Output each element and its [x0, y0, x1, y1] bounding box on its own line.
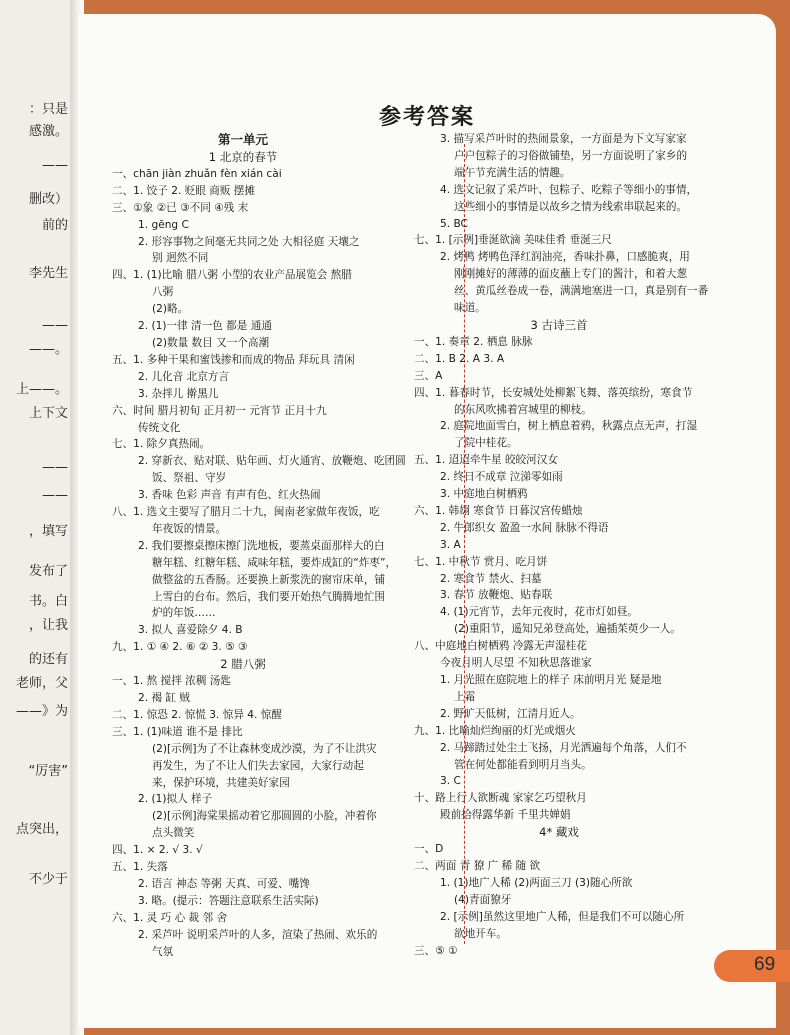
facing-page-text: ，让我	[28, 618, 68, 633]
answer-line: 六、1. 韩翃 寒食节 日暮汉宫传蜡烛	[414, 504, 583, 517]
answer-line: 点头微笑	[152, 827, 195, 840]
facing-page-text: ——	[42, 488, 68, 503]
answer-line: 七、1. [示例]垂涎欲滴 美味佳肴 垂涎三尺	[414, 234, 612, 247]
page-title: 参考答案	[378, 105, 475, 130]
section-heading: 4* 藏戏	[539, 825, 579, 840]
answer-line: 一、chān jiàn zhuǎn fèn xián cài	[112, 167, 282, 180]
answer-line: 2. 穿新衣、贴对联、贴年画、灯火通宵、放鞭炮、吃团圆	[138, 455, 406, 468]
answer-line: 年夜饭的情景。	[152, 522, 227, 535]
answer-line: 糖年糕、红糖年糕、咸味年糕，要炸成缸的“炸枣”，	[152, 556, 397, 569]
answer-line: 2. 语言 神态 等粥 天真、可爱、嘴馋	[138, 877, 310, 890]
answer-line: 四、1. (1)比喻 腊八粥 小型的农业产品展览会 熬腊	[112, 269, 352, 282]
answer-line: (2)[示例]为了不让森林变成沙漠，为了不让洪灾	[152, 742, 377, 755]
answer-line: 上雪白的台布。然后，我们要开始热气腾腾地忙围	[152, 590, 386, 603]
answer-line: 3. 香味 色彩 声音 有声有色、红火热闹	[138, 489, 321, 502]
answer-line: 2. 野旷天低树，江清月近人。	[440, 707, 581, 720]
answer-line: 3. A	[440, 538, 461, 551]
answer-line: 3. 略。(提示：答题注意联系生活实际)	[138, 894, 319, 907]
answer-line: 户户包粽子的习俗做铺垫，另一方面说明了家乡的	[454, 149, 688, 162]
facing-page-text: 不少于	[28, 872, 68, 887]
facing-page-text: 老师，父	[15, 676, 68, 691]
answer-line: 今夜月明人尽望 不知秋思落谁家	[440, 657, 592, 670]
answer-line: 3. 春节 放鞭炮、贴春联	[440, 589, 553, 602]
answer-line: 八、中庭地白树栖鸦 冷露无声湿桂花	[414, 640, 587, 653]
answer-line: 气氛	[152, 945, 174, 958]
left-answer-column	[112, 131, 406, 961]
answer-line: 八粥	[152, 286, 174, 299]
answer-line: 上霜	[454, 690, 476, 703]
answer-line: 一、1. 熬 搅拌 浓稠 汤匙	[112, 675, 231, 688]
page-number: 69	[754, 954, 776, 975]
answer-line: 2. 褐 缸 贼	[138, 692, 190, 704]
answer-line: 3. 中庭地白树栖鸦	[440, 488, 528, 501]
answer-line: 2. 采芦叶 说明采芦叶的人多，渲染了热闹、欢乐的	[138, 928, 378, 941]
answer-line: 2. [示例]虽然这里地广人稀，但是我们不可以随心所	[440, 910, 685, 923]
answer-line: 2. (1)拟人 样子	[138, 793, 213, 806]
facing-page-text: ——	[42, 158, 68, 173]
answer-line: 二、1. 饺子 2. 贬眼 商贩 摆摊	[112, 184, 255, 197]
answer-line: 端午节充满生活的情趣。	[454, 166, 571, 179]
answer-line: 三、A	[414, 369, 443, 382]
answer-line: 1. gēng C	[138, 218, 189, 231]
answer-line: 3. 杂拌儿 擀黑儿	[138, 387, 219, 400]
answer-line: 一、1. 奏章 2. 栖息 脉脉	[414, 335, 533, 348]
answer-line: 九、1. 比喻灿烂绚丽的灯光或烟火	[414, 724, 576, 737]
facing-page-text: 点突出，	[15, 822, 68, 837]
answer-line: 2. 形容事物之间毫无共同之处 大相径庭 天壤之	[138, 235, 360, 248]
answer-line: 5. BC	[440, 217, 468, 230]
answer-line: 五、1. 迢迢牵牛星 皎皎河汉女	[414, 454, 558, 467]
facing-page-text: 前的	[41, 218, 68, 233]
answer-line: 三、1. (1)味道 谁不是 排比	[112, 725, 243, 738]
answer-line: 七、1. 中秋节 赏月、吃月饼	[414, 555, 548, 568]
answer-line: 2. 寒食节 禁火、扫墓	[440, 572, 542, 585]
facing-page-text: 删改）	[28, 192, 68, 207]
answer-line: 3. C	[440, 775, 461, 788]
answer-line: 2. 终日不成章 泣涕零如雨	[440, 471, 563, 484]
answer-line: (2)数量 数目 又一个高潮	[152, 336, 270, 349]
facing-page-text: 上——。	[15, 382, 68, 397]
facing-page-text: 书。白	[28, 594, 68, 609]
answer-line: (2)[示例]海棠果摇动着它那圆圆的小脸，冲着你	[152, 810, 377, 823]
facing-page-text: ——。	[28, 342, 68, 357]
left-page-fragment	[0, 0, 78, 1035]
answer-line: 2. 烤鸭 烤鸭色泽红润油亮，香味扑鼻，口感脆爽，用	[440, 251, 690, 264]
facing-page-text: 感激。	[28, 124, 68, 139]
answer-line: 3. 描写采芦叶时的热闹景象，一方面是为下文写家家	[440, 133, 687, 145]
answer-line: 五、1. 失落	[112, 861, 168, 874]
answer-line: 3. 拟人 喜爱除夕 4. B	[138, 624, 243, 637]
answer-line: 四、1. × 2. √ 3. √	[112, 844, 203, 857]
facing-page-text: ——》为	[15, 704, 68, 719]
answer-line: 的东风吹拂着宫城里的柳枝。	[454, 403, 592, 416]
facing-page-text: 发布了	[28, 564, 68, 579]
answer-line: 丝、黄瓜丝卷成一卷，满满地塞进一口，真是别有一番	[454, 285, 709, 298]
facing-page-text: 的还有	[28, 652, 68, 667]
answer-line: (2)重阳节，遥知兄弟登高处，遍插茱萸少一人。	[454, 623, 681, 636]
answer-line: 再发生，为了不让人们失去家园，大家行动起	[152, 759, 364, 772]
answer-line: 七、1. 除夕真热闹。	[112, 438, 211, 451]
answer-line: 殿前拾得露华新 千里共婵娟	[440, 809, 571, 822]
answer-line: 别 迥然不同	[152, 252, 209, 265]
answer-line: (2)略。	[152, 303, 189, 316]
answer-line: 2. 牛郎织女 盈盈一水间 脉脉不得语	[440, 521, 609, 534]
answer-line: 二、1. B 2. A 3. A	[414, 352, 505, 365]
answer-line: 六、1. 灵 巧 心 裁 邻 舍	[112, 911, 228, 924]
answer-line: 了院中桂花。	[454, 437, 518, 450]
answer-line: 二、两面 青 獠 广 稀 随 欲	[414, 859, 541, 872]
answer-line: 六、时间 腊月初旬 正月初一 元宵节 正月十九	[112, 404, 327, 417]
facing-page-text: ，填写	[28, 524, 68, 539]
answer-line: 五、1. 多种干果和蜜饯掺和而成的物品 拜玩具 清闲	[112, 353, 355, 366]
answer-line: 三、①象 ②已 ③不同 ④残 末	[112, 201, 249, 214]
answer-line: 2. 儿化音 北京方言	[138, 370, 229, 383]
answer-line: 2. 我们要擦桌擦床擦门洗地板，要蒸桌面那样大的白	[138, 539, 385, 552]
answer-line: 九、1. ① ④ 2. ⑥ ② 3. ⑤ ③	[112, 641, 248, 654]
answer-line: 4. 选文记叙了采芦叶、包粽子、吃粽子等细小的事情，	[440, 183, 698, 196]
answer-line: 2. 马蹄踏过处尘土飞扬，月光洒遍每个角落，人们不	[440, 741, 687, 754]
facing-page-text: ：只是	[28, 102, 68, 117]
answer-line: 二、1. 惊恐 2. 惊慌 3. 惊异 4. 惊醒	[112, 708, 282, 721]
facing-page-text: ——	[42, 318, 68, 333]
answer-line: 1. 月光照在庭院地上的样子 床前明月光 疑是地	[440, 674, 662, 686]
right-answer-column	[414, 131, 709, 959]
answer-line: 欲地开车。	[454, 927, 507, 940]
facing-page-text: ——	[42, 460, 68, 475]
facing-page-text: 李先生	[28, 266, 68, 281]
answer-line: 味道。	[454, 302, 486, 315]
answer-line: 1. (1)地广人稀 (2)两面三刀 (3)随心所欲	[440, 876, 633, 889]
answer-line: 传统文化	[138, 421, 181, 434]
answer-line: 刚刚摊好的薄薄的面皮蘸上专门的酱汁，和着大葱	[454, 268, 688, 281]
answer-line: 一、D	[414, 843, 444, 856]
answer-line: 饭、祭祖、守岁	[152, 472, 227, 485]
answer-line: 2. (1)一律 清一色 都是 通通	[138, 320, 272, 333]
section-heading: 1 北京的春节	[208, 150, 278, 164]
page-number-badge	[714, 950, 790, 982]
facing-page-text: “厉害”	[28, 764, 68, 779]
section-heading: 3 古诗三首	[530, 317, 588, 332]
answer-line: 炉的年饭……	[152, 607, 216, 620]
answer-line: (4)青面獠牙	[454, 893, 512, 906]
answer-line: 这些细小的事情是以故乡之情为线索串联起来的。	[454, 200, 688, 213]
answer-line: 十、路上行人欲断魂 家家乞巧望秋月	[414, 792, 587, 805]
answer-line: 三、⑤ ①	[414, 944, 458, 957]
facing-page-text: 上下文	[28, 406, 68, 421]
answer-line: 4. (1)元宵节，去年元夜时，花市灯如昼。	[440, 606, 638, 619]
section-heading: 2 腊八粥	[220, 657, 266, 672]
answer-line: 2. 庭院地面雪白，树上栖息着鸦，秋露点点无声，打湿	[440, 420, 698, 433]
answer-line: 八、1. 选文主要写了腊月二十九，闽南老家做年夜饭，吃	[112, 506, 380, 519]
answer-line: 管在何处都能看到明月当头。	[454, 758, 592, 771]
answer-line: 四、1. 暮春时节，长安城处处柳絮飞舞、落英缤纷，寒食节	[414, 386, 693, 399]
answer-line: 做整盆的五香肠。还要换上新浆洗的窗帘床单，铺	[152, 573, 386, 586]
section-heading: 第一单元	[217, 132, 268, 147]
answer-line: 来，保护环境，共建美好家园	[152, 776, 290, 789]
